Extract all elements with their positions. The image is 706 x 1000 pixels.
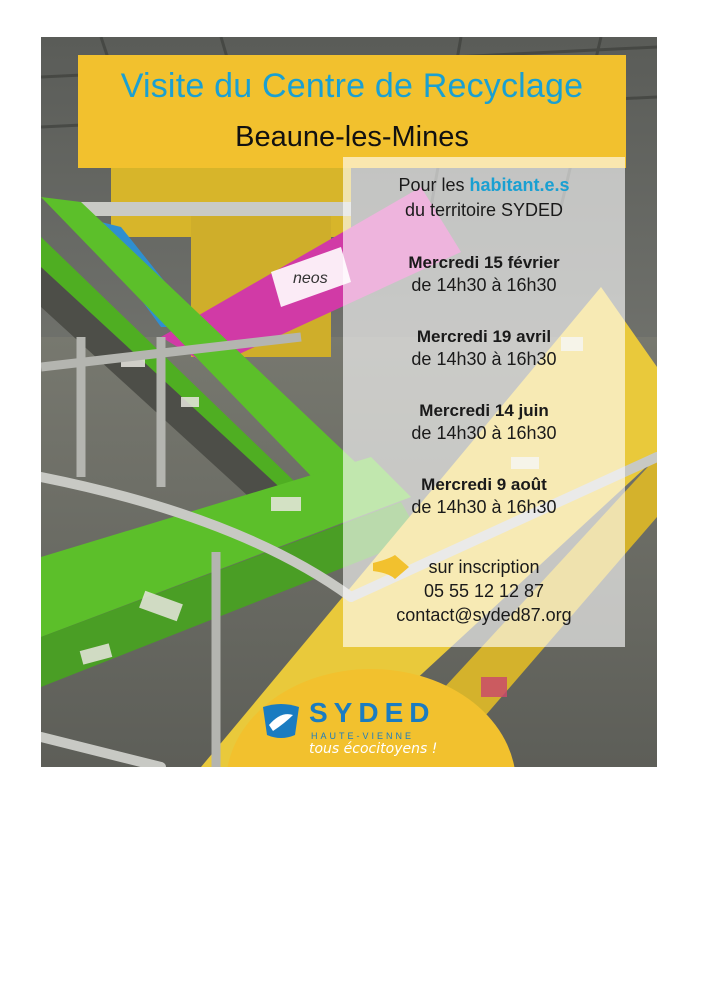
title-banner (78, 55, 626, 168)
date-3-hours: de 14h30 à 16h30 (411, 423, 557, 443)
date-1-day: Mercredi 15 février (408, 253, 560, 272)
date-1-hours: de 14h30 à 16h30 (411, 275, 557, 295)
logo-slogan: tous écocitoyens ! (309, 741, 438, 757)
date-3-day: Mercredi 14 juin (419, 401, 549, 420)
intro-prefix: Pour les (398, 175, 470, 195)
poster (41, 37, 657, 767)
intro-line-2: du territoire SYDED (404, 200, 564, 220)
poster-title: Visite du Centre de Recyclage (120, 67, 584, 105)
date-2-hours: de 14h30 à 16h30 (411, 349, 557, 369)
info-panel (343, 157, 625, 647)
neos-sign: neos (293, 270, 328, 287)
date-4-day: Mercredi 9 août (421, 475, 547, 494)
poster-subtitle: Beaune-les-Mines (235, 121, 469, 153)
date-2-day: Mercredi 19 avril (416, 327, 552, 346)
signup-phone: 05 55 12 12 87 (423, 581, 545, 601)
date-4-hours: de 14h30 à 16h30 (411, 497, 557, 517)
syded-logo-icon (259, 701, 303, 741)
intro-highlight: habitant.e.s (469, 175, 570, 195)
intro-line-1 (343, 175, 625, 196)
logo-region: HAUTE-VIENNE (311, 731, 415, 741)
signup-email: contact@syded87.org (396, 605, 572, 625)
signup-label: sur inscription (428, 557, 540, 577)
logo-name: SYDED (309, 697, 436, 728)
